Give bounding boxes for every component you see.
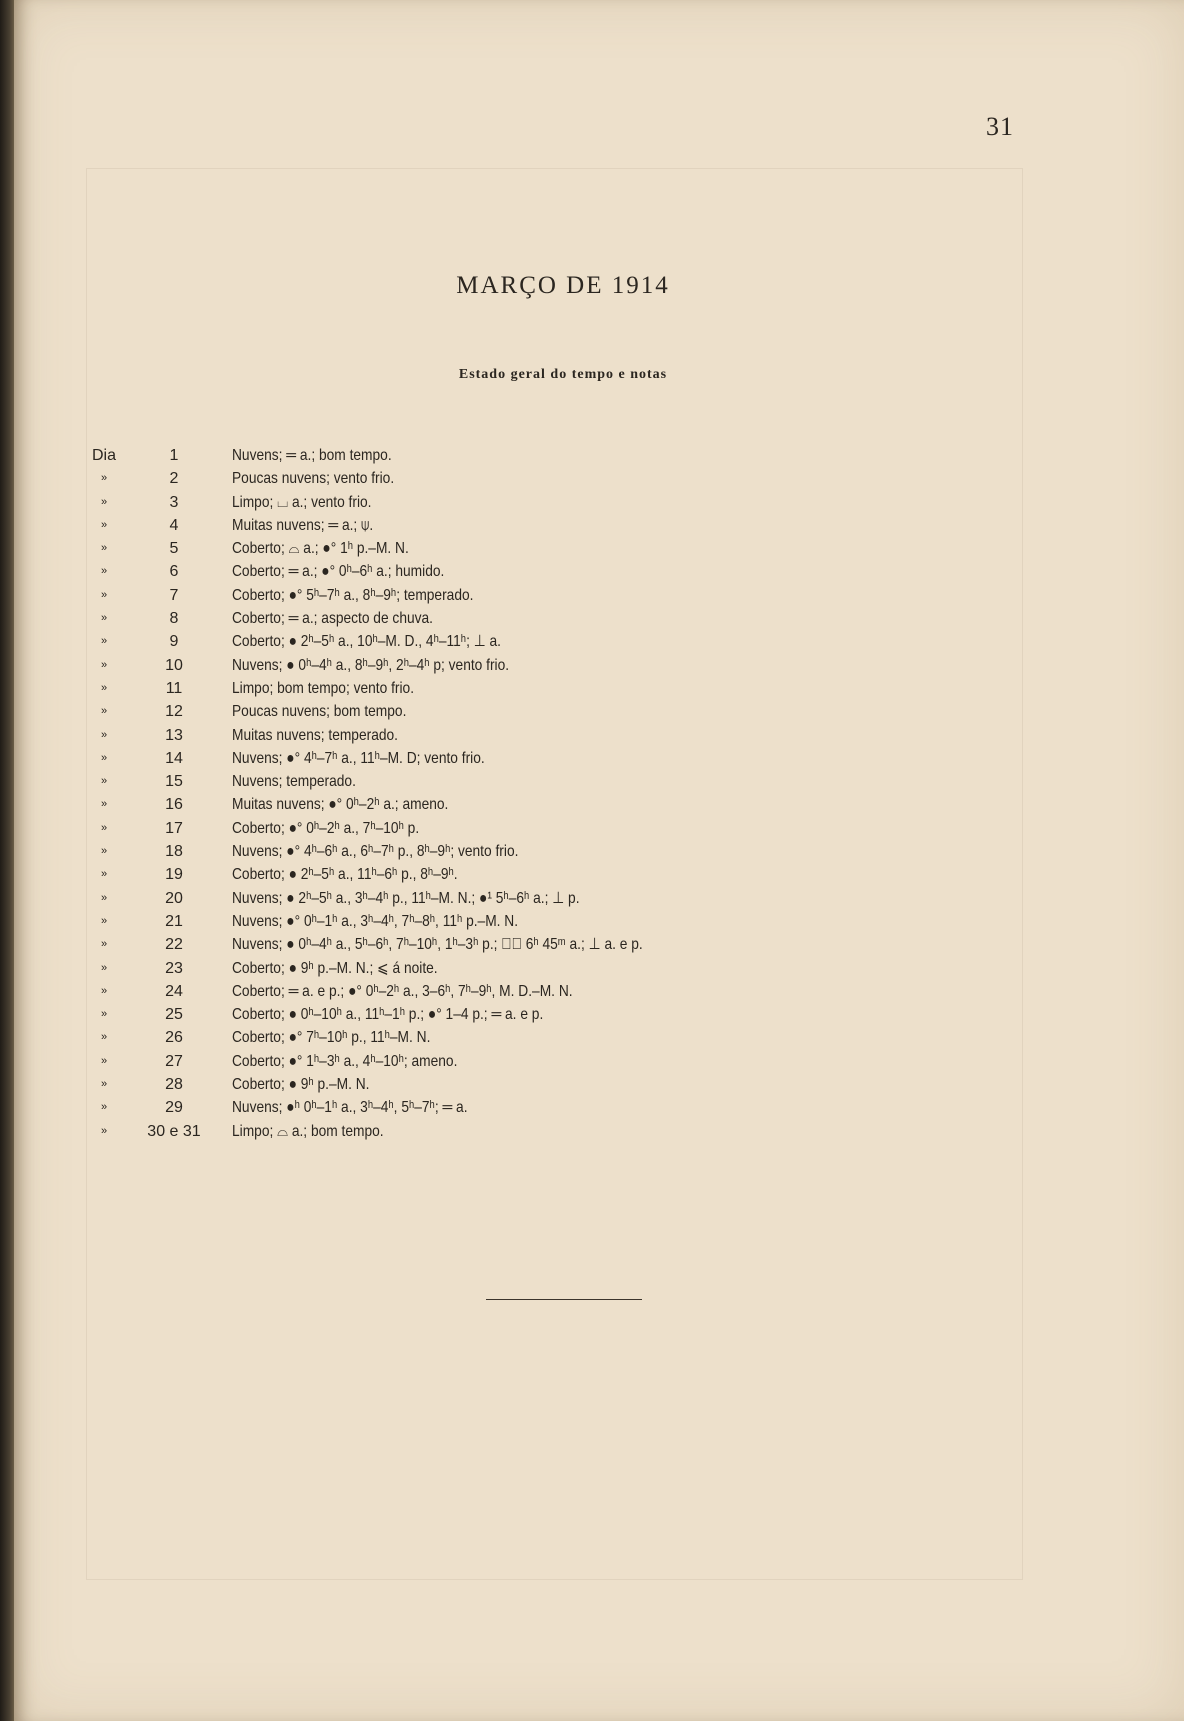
weather-note: Poucas nuvens; vento frio. bbox=[232, 470, 395, 488]
day-prefix: » bbox=[100, 1054, 108, 1067]
list-item bbox=[14, 863, 1184, 886]
day-prefix: » bbox=[100, 938, 108, 951]
day-number: 11 bbox=[165, 679, 183, 697]
day-prefix: Dia bbox=[91, 447, 116, 464]
list-item bbox=[14, 980, 1184, 1003]
day-prefix: » bbox=[100, 845, 108, 858]
list-item bbox=[14, 747, 1184, 770]
day-number: 17 bbox=[165, 819, 183, 837]
list-item bbox=[14, 491, 1184, 514]
list-item bbox=[14, 1073, 1184, 1096]
weather-note: Coberto; ═ a.; ●° 0ʰ–6ʰ a.; humido. bbox=[232, 563, 445, 581]
day-number: 21 bbox=[165, 912, 183, 930]
day-prefix: » bbox=[100, 1101, 108, 1114]
weather-notes-list bbox=[14, 444, 1184, 1143]
day-number: 16 bbox=[165, 796, 183, 814]
list-item bbox=[14, 1003, 1184, 1026]
day-prefix: » bbox=[100, 891, 108, 904]
day-number: 2 bbox=[169, 470, 179, 488]
book-spine bbox=[0, 0, 14, 1721]
list-item bbox=[14, 793, 1184, 816]
day-number: 28 bbox=[165, 1076, 183, 1094]
day-number: 27 bbox=[165, 1052, 183, 1070]
list-item bbox=[14, 1050, 1184, 1073]
day-prefix: » bbox=[100, 565, 108, 578]
weather-note: Coberto; ●° 1ʰ–3ʰ a., 4ʰ–10ʰ; ameno. bbox=[232, 1052, 458, 1070]
weather-note: Nuvens; ═ a.; bom tempo. bbox=[232, 447, 392, 464]
list-item bbox=[14, 677, 1184, 700]
weather-note: Coberto; ● 9ʰ p.–M. N.; ⩽ á noite. bbox=[232, 959, 438, 977]
day-prefix: » bbox=[100, 984, 108, 997]
weather-note: Nuvens; ●° 4ʰ–7ʰ a., 11ʰ–M. D; vento frio. bbox=[232, 749, 485, 767]
day-number: 25 bbox=[165, 1006, 183, 1024]
list-item bbox=[14, 444, 1184, 467]
weather-note: Limpo; ⌓ a.; bom tempo. bbox=[232, 1122, 384, 1140]
day-number: 24 bbox=[165, 982, 183, 1000]
list-item bbox=[14, 1026, 1184, 1049]
day-prefix: » bbox=[100, 588, 108, 601]
weather-note: Muitas nuvens; ═ a.; ⍦. bbox=[232, 516, 374, 534]
list-item bbox=[14, 817, 1184, 840]
day-number: 9 bbox=[169, 633, 179, 651]
day-number: 22 bbox=[165, 936, 183, 954]
day-prefix: » bbox=[100, 961, 108, 974]
list-item bbox=[14, 1120, 1184, 1143]
list-item bbox=[14, 700, 1184, 723]
day-number: 13 bbox=[165, 726, 183, 744]
day-number: 4 bbox=[169, 516, 179, 534]
weather-note: Coberto; ● 2ʰ–5ʰ a., 11ʰ–6ʰ p., 8ʰ–9ʰ. bbox=[232, 866, 458, 884]
day-number: 20 bbox=[165, 889, 183, 907]
day-prefix: » bbox=[100, 705, 108, 718]
weather-note: Nuvens; ●° 4ʰ–6ʰ a., 6ʰ–7ʰ p., 8ʰ–9ʰ; vento frio. bbox=[232, 843, 519, 861]
weather-note: Nuvens; ●ʰ 0ʰ–1ʰ a., 3ʰ–4ʰ, 5ʰ–7ʰ; ═ a. bbox=[232, 1099, 468, 1117]
list-item bbox=[14, 584, 1184, 607]
list-item bbox=[14, 840, 1184, 863]
list-item bbox=[14, 770, 1184, 793]
weather-note: Nuvens; ● 0ʰ–4ʰ a., 8ʰ–9ʰ, 2ʰ–4ʰ p; vento frio. bbox=[232, 656, 510, 674]
day-number: 14 bbox=[165, 749, 183, 767]
weather-note: Nuvens; ● 2ʰ–5ʰ a., 3ʰ–4ʰ p., 11ʰ–M. N.; ●¹ 5ʰ–6ʰ a.; ⊥ p. bbox=[232, 889, 580, 907]
weather-note: Coberto; ● 9ʰ p.–M. N. bbox=[232, 1076, 370, 1094]
day-number: 30 e 31 bbox=[147, 1122, 201, 1140]
list-item bbox=[14, 1096, 1184, 1119]
day-number: 12 bbox=[165, 703, 183, 721]
weather-note: Nuvens; temperado. bbox=[232, 773, 356, 791]
day-prefix: » bbox=[100, 612, 108, 625]
list-item bbox=[14, 957, 1184, 980]
day-prefix: » bbox=[100, 681, 108, 694]
weather-note: Nuvens; ●° 0ʰ–1ʰ a., 3ʰ–4ʰ, 7ʰ–8ʰ, 11ʰ p.–M. N. bbox=[232, 912, 519, 930]
list-item bbox=[14, 560, 1184, 583]
section-subtitle: Estado geral do tempo e notas bbox=[458, 367, 668, 382]
day-prefix: » bbox=[100, 1078, 108, 1091]
day-prefix: » bbox=[100, 821, 108, 834]
weather-note: Coberto; ═ a. e p.; ●° 0ʰ–2ʰ a., 3–6ʰ, 7ʰ–9ʰ, M. D.–M. N. bbox=[232, 982, 573, 1000]
list-item bbox=[14, 537, 1184, 560]
weather-note: Coberto; ● 0ʰ–10ʰ a., 11ʰ–1ʰ p.; ●° 1–4 p.; ═ a. e p. bbox=[232, 1006, 544, 1024]
list-item bbox=[14, 887, 1184, 910]
document-page bbox=[14, 0, 1184, 1721]
list-item bbox=[14, 630, 1184, 653]
day-prefix: » bbox=[100, 542, 108, 555]
day-number: 29 bbox=[165, 1099, 183, 1117]
day-prefix: » bbox=[100, 751, 108, 764]
list-item bbox=[14, 933, 1184, 956]
day-prefix: » bbox=[100, 798, 108, 811]
day-prefix: » bbox=[100, 495, 108, 508]
page-number: 31 bbox=[986, 112, 1014, 141]
weather-note: Coberto; ● 2ʰ–5ʰ a., 10ʰ–M. D., 4ʰ–11ʰ; ⊥ a. bbox=[232, 633, 502, 651]
closing-rule bbox=[486, 1299, 642, 1300]
list-item bbox=[14, 910, 1184, 933]
weather-note: Poucas nuvens; bom tempo. bbox=[232, 703, 407, 721]
list-item bbox=[14, 467, 1184, 490]
weather-note: Muitas nuvens; ●° 0ʰ–2ʰ a.; ameno. bbox=[232, 796, 449, 814]
day-number: 26 bbox=[165, 1029, 183, 1047]
day-prefix: » bbox=[100, 635, 108, 648]
weather-note: Coberto; ●° 5ʰ–7ʰ a., 8ʰ–9ʰ; temperado. bbox=[232, 586, 474, 604]
weather-note: Limpo; bom tempo; vento frio. bbox=[232, 679, 415, 697]
weather-note: Muitas nuvens; temperado. bbox=[232, 726, 398, 744]
list-item bbox=[14, 607, 1184, 630]
weather-note: Nuvens; ● 0ʰ–4ʰ a., 5ʰ–6ʰ, 7ʰ–10ʰ, 1ʰ–3ʰ p.; ⌈⃥ 6ʰ 45ᵐ a.; ⊥ a. e p. bbox=[232, 936, 643, 954]
day-prefix: » bbox=[100, 518, 108, 531]
list-item bbox=[14, 514, 1184, 537]
day-number: 23 bbox=[165, 959, 183, 977]
weather-note: Coberto; ═ a.; aspecto de chuva. bbox=[232, 610, 433, 628]
weather-note: Limpo; ⌴ a.; vento frio. bbox=[232, 493, 372, 511]
day-prefix: » bbox=[100, 658, 108, 671]
weather-note: Coberto; ⌓ a.; ●° 1ʰ p.–M. N. bbox=[232, 540, 409, 558]
day-number: 5 bbox=[169, 540, 179, 558]
page-title: MARÇO DE 1914 bbox=[456, 272, 670, 299]
day-prefix: » bbox=[100, 914, 108, 927]
list-item bbox=[14, 724, 1184, 747]
day-prefix: » bbox=[100, 775, 108, 788]
day-prefix: » bbox=[100, 1031, 108, 1044]
day-number: 15 bbox=[165, 773, 183, 791]
weather-note: Coberto; ●° 7ʰ–10ʰ p., 11ʰ–M. N. bbox=[232, 1029, 431, 1047]
day-prefix: » bbox=[100, 868, 108, 881]
day-number: 3 bbox=[169, 493, 179, 511]
day-number: 7 bbox=[169, 586, 179, 604]
day-prefix: » bbox=[100, 728, 108, 741]
weather-note: Coberto; ●° 0ʰ–2ʰ a., 7ʰ–10ʰ p. bbox=[232, 819, 420, 837]
day-number: 1 bbox=[169, 447, 179, 464]
day-number: 10 bbox=[165, 656, 183, 674]
day-number: 18 bbox=[165, 843, 183, 861]
day-prefix: » bbox=[100, 1124, 108, 1137]
day-prefix: » bbox=[100, 472, 108, 485]
day-number: 19 bbox=[165, 866, 183, 884]
day-prefix: » bbox=[100, 1008, 108, 1021]
list-item bbox=[14, 654, 1184, 677]
day-number: 8 bbox=[169, 610, 179, 628]
day-number: 6 bbox=[169, 563, 179, 581]
